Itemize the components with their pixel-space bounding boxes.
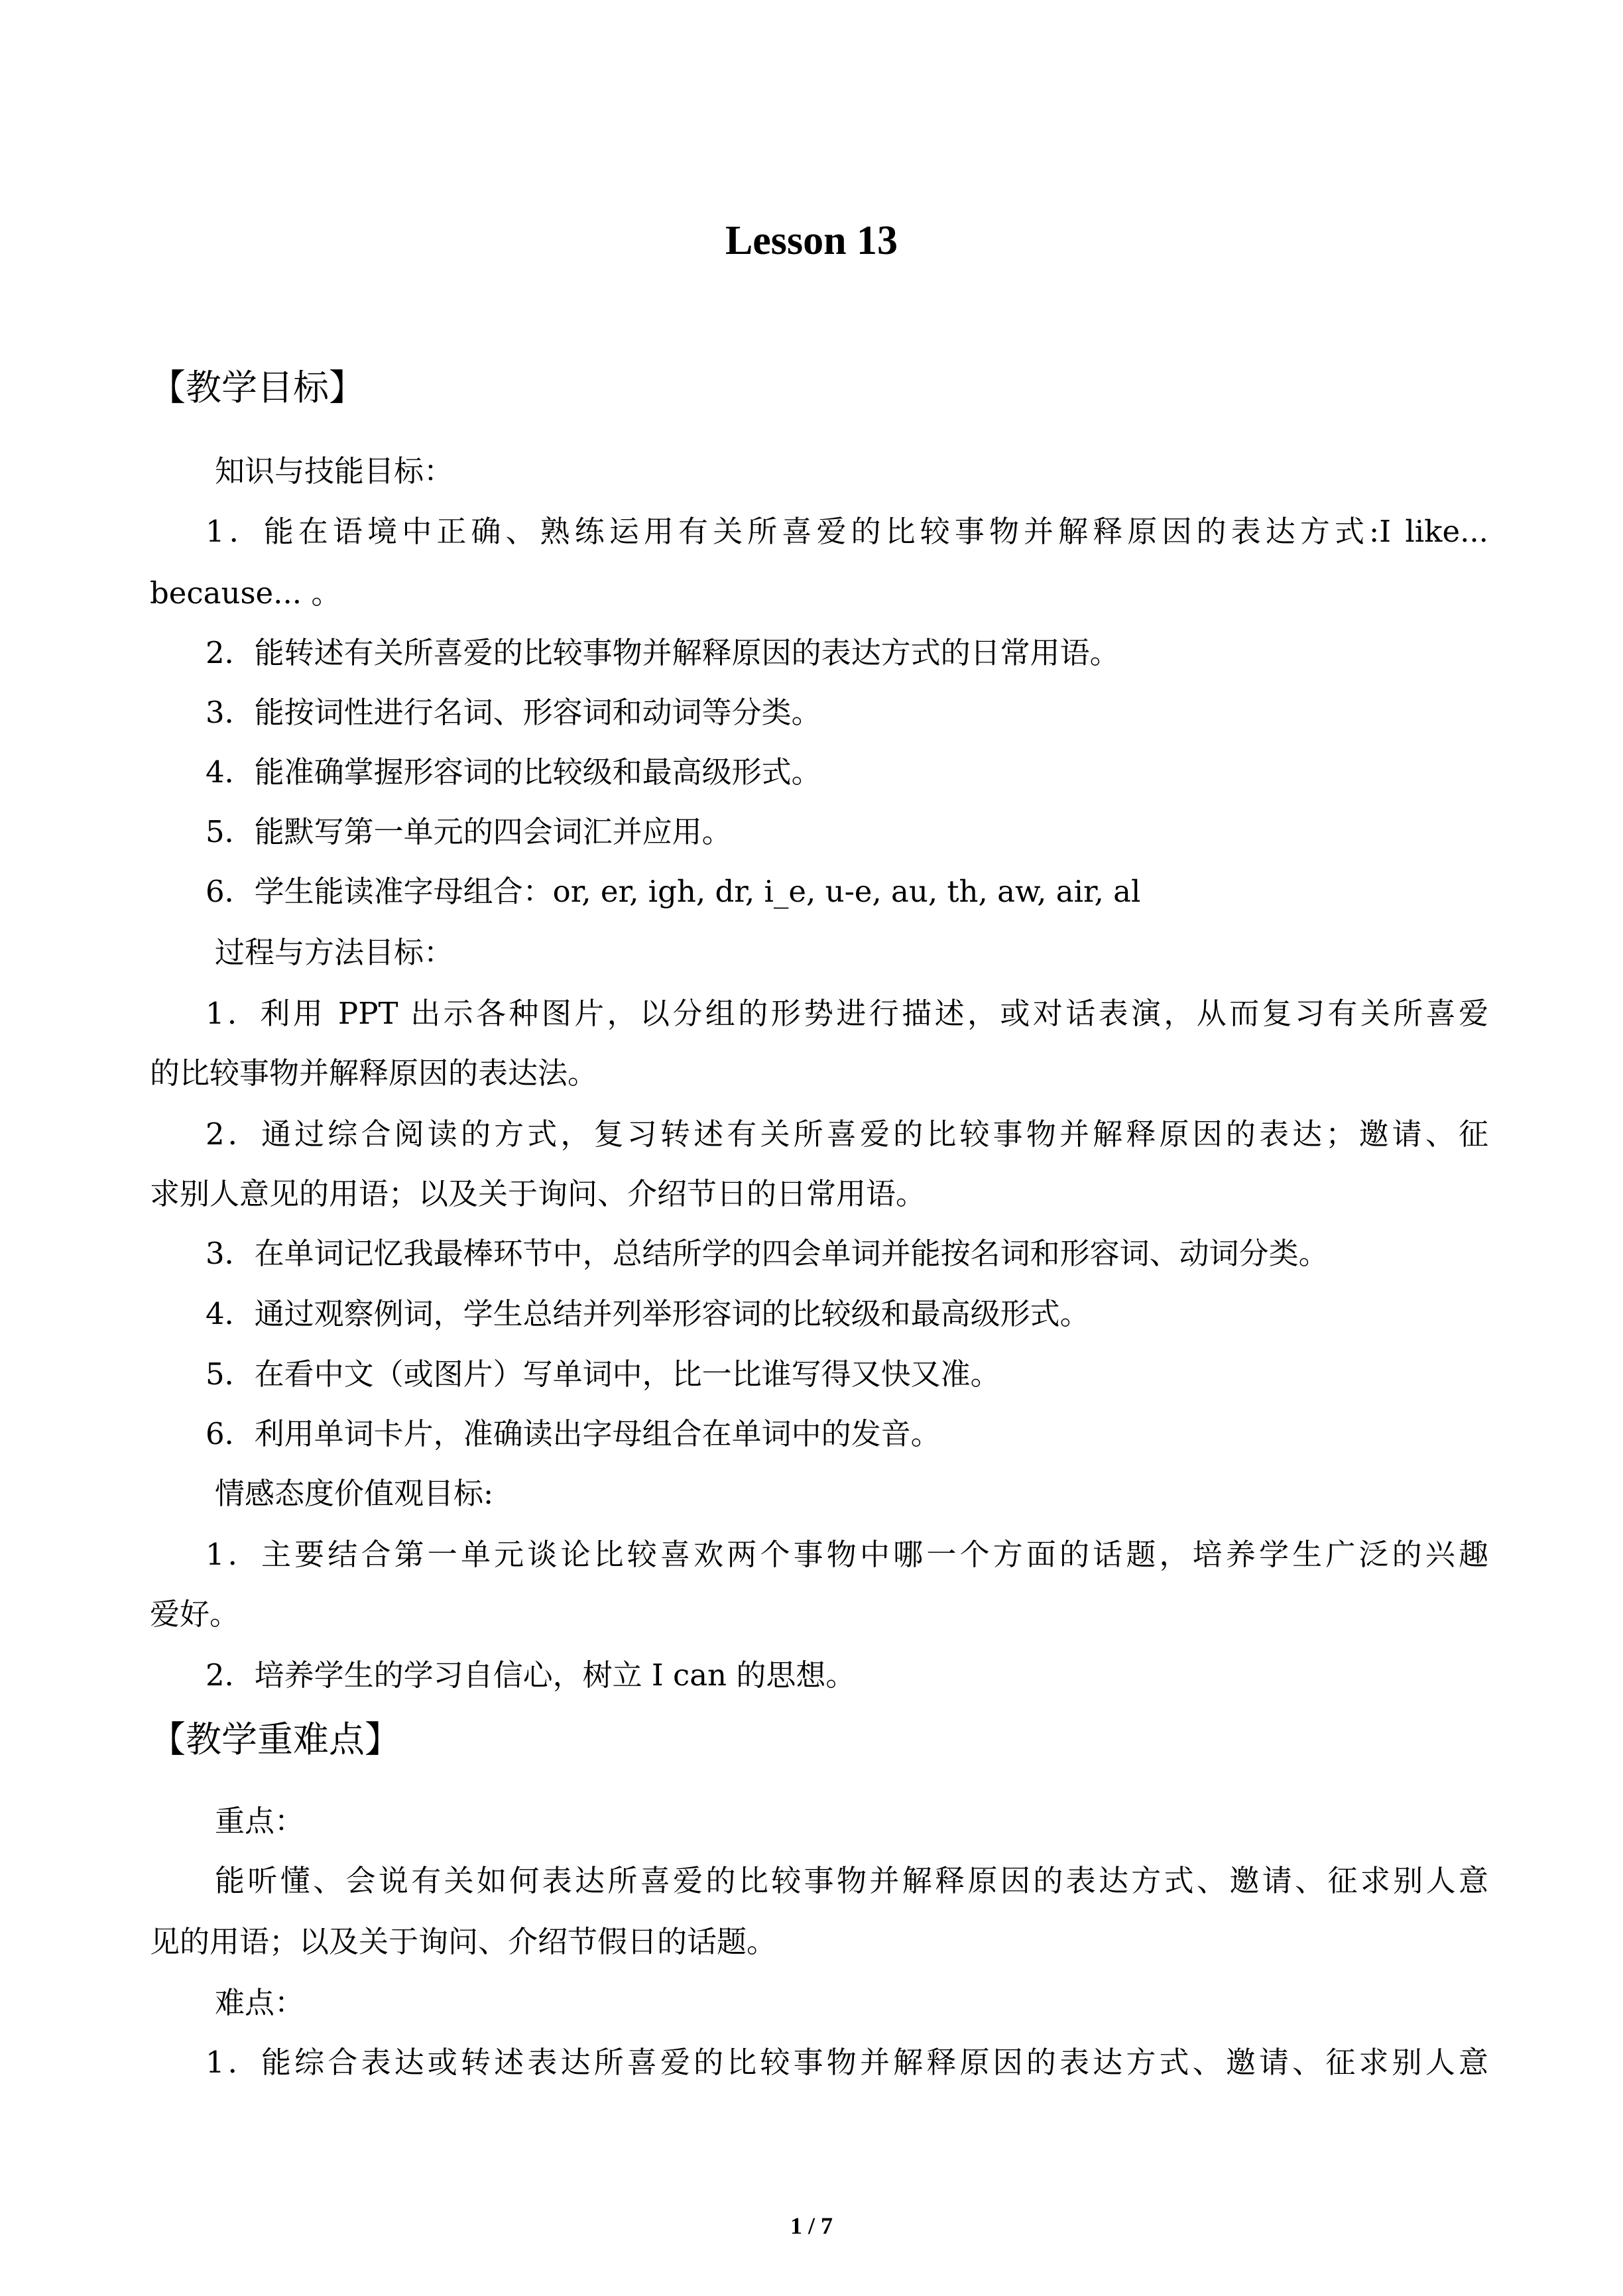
knowledge-item: 2．能转述有关所喜爱的比较事物并解释原因的表达方式的日常用语。 [206, 635, 1120, 670]
process-item: 6．利用单词卡片，准确读出字母组合在单词中的发音。 [206, 1416, 941, 1451]
knowledge-label: 知识与技能目标： [215, 453, 454, 489]
process-label: 过程与方法目标： [215, 935, 454, 970]
knowledge-item: 3．能按词性进行名词、形容词和动词等分类。 [206, 695, 821, 730]
emotion-item: 1．主要结合第一单元谈论比较喜欢两个事物中哪一个方面的话题，培养学生广泛的兴趣 [206, 1537, 1488, 1572]
process-item: 3．在单词记忆我最棒环节中，总结所学的四会单词并能按名词和形容词、动词分类。 [206, 1236, 1329, 1271]
knowledge-item: because... 。 [150, 575, 341, 611]
focus-label: 重点： [215, 1803, 305, 1839]
emotion-label: 情感态度价值观目标: [215, 1476, 494, 1511]
process-item: 求别人意见的用语；以及关于询问、介绍节日的日常用语。 [150, 1176, 926, 1211]
section-heading-objectives: 【教学目标】 [150, 367, 365, 408]
page-number: 1 / 7 [790, 2212, 833, 2239]
emotion-item: 2．培养学生的学习自信心，树立 I can 的思想。 [206, 1658, 856, 1693]
focus-line: 能听懂、会说有关如何表达所喜爱的比较事物并解释原因的表达方式、邀请、征求别人意 [215, 1863, 1488, 1898]
process-item: 的比较事物并解释原因的表达法。 [150, 1056, 598, 1091]
process-item: 4．通过观察例词，学生总结并列举形容词的比较级和最高级形式。 [206, 1296, 1090, 1331]
knowledge-item: 1．能在语境中正确、熟练运用有关所喜爱的比较事物并解释原因的表达方式:I like... [206, 514, 1488, 549]
difficulty-label: 难点： [215, 1985, 305, 2020]
focus-line: 见的用语；以及关于询问、介绍节假日的话题。 [150, 1924, 777, 1959]
process-item: 2．通过综合阅读的方式，复习转述有关所喜爱的比较事物并解释原因的表达；邀请、征 [206, 1117, 1488, 1152]
page-title: Lesson 13 [725, 218, 898, 263]
difficulty-line: 1．能综合表达或转述表达所喜爱的比较事物并解释原因的表达方式、邀请、征求别人意 [206, 2045, 1488, 2080]
knowledge-item: 4．能准确掌握形容词的比较级和最高级形式。 [206, 755, 821, 790]
section-heading-key-points: 【教学重难点】 [150, 1719, 400, 1760]
knowledge-item: 5．能默写第一单元的四会词汇并应用。 [206, 814, 732, 849]
knowledge-item: 6．学生能读准字母组合：or, er, igh, dr, i_e, u-e, au, th, aw, air, al [206, 874, 1141, 909]
process-item: 5．在看中文（或图片）写单词中，比一比谁写得又快又准。 [206, 1357, 1000, 1392]
process-item: 1．利用 PPT 出示各种图片，以分组的形势进行描述，或对话表演，从而复习有关所喜爱 [206, 996, 1488, 1031]
emotion-item: 爱好。 [150, 1597, 240, 1632]
